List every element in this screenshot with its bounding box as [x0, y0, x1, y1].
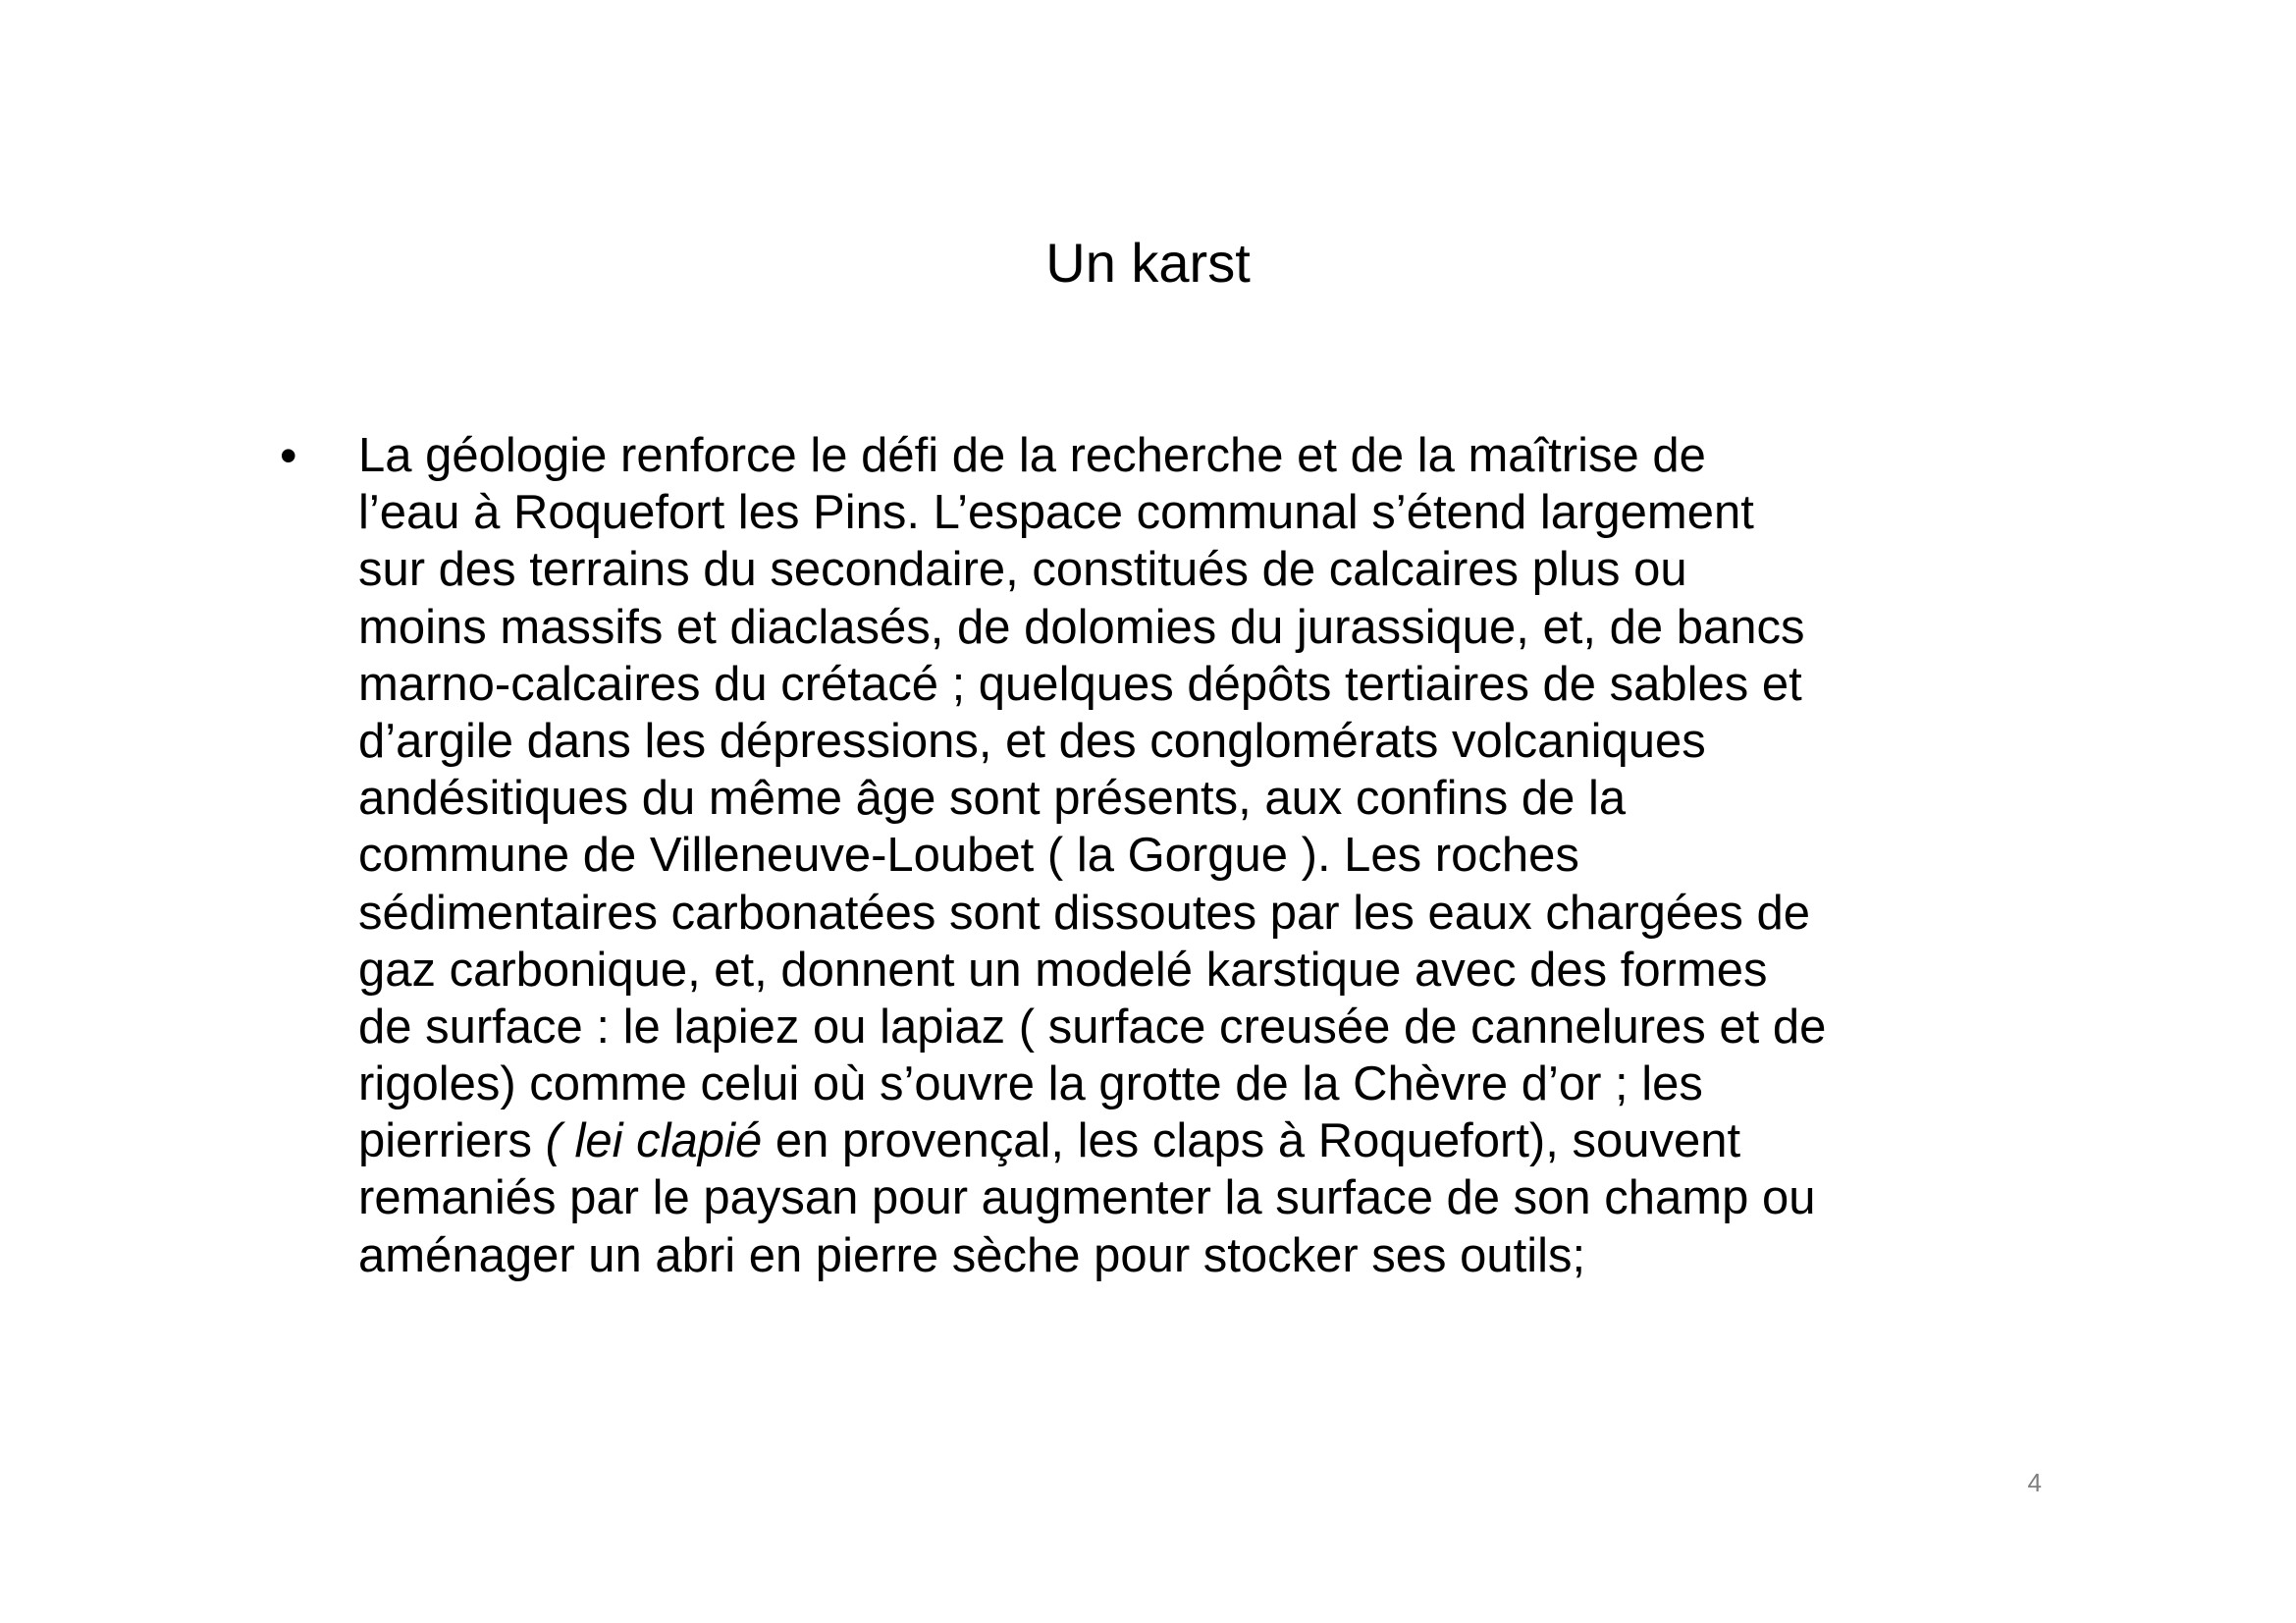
text-line: aménager un abri en pierre sèche pour stocker ses outils; [358, 1228, 1586, 1282]
text-line-mixed [358, 1112, 2047, 1169]
text-line: d’argile dans les dépressions, et des conglomérats volcaniques [358, 714, 1706, 768]
text-segment: pierriers [358, 1114, 546, 1168]
text-line: l’eau à Roquefort les Pins. L’espace communal s’étend largement [358, 486, 1754, 540]
text-line: sédimentaires carbonatées sont dissoutes par les eaux chargées de [358, 886, 1811, 940]
text-line: rigoles) comme celui où s’ouvre la grotte de la Chèvre d’or ; les [358, 1057, 1703, 1111]
text-line: commune de Villeneuve-Loubet ( la Gorgue ). Les roches [358, 829, 1579, 883]
text-line: sur des terrains du secondaire, constitués de calcaires plus ou [358, 543, 1687, 597]
text-line: andésitiques du même âge sont présents, aux confins de la [358, 772, 1627, 826]
text-line: gaz carbonique, et, donnent un modelé karstique avec des formes [358, 943, 1768, 997]
text-line: remaniés par le paysan pour augmenter la surface de son champ ou [358, 1171, 1816, 1225]
slide-title: Un karst [1045, 232, 1251, 294]
bullet-icon: • [280, 428, 297, 483]
text-line: moins massifs et diaclasés, de dolomies du jurassique, et, de bancs [358, 600, 1805, 654]
text-line: marno-calcaires du crétacé ; quelques dépôts tertiaires de sables et [358, 657, 1802, 711]
bullet-text [358, 427, 2047, 1284]
slide-content [280, 427, 2047, 1284]
text-line: de surface : le lapiez ou lapiaz ( surface creusée de cannelures et de [358, 1000, 1827, 1054]
bullet-item [280, 427, 2047, 1284]
page-number: 4 [2027, 1468, 2042, 1497]
italic-term: ( lei clapié [545, 1114, 763, 1168]
text-segment: en provençal, les claps à Roquefort), souvent [762, 1114, 1741, 1168]
text-line: La géologie renforce le défi de la recherche et de la maîtrise de [358, 429, 1706, 482]
